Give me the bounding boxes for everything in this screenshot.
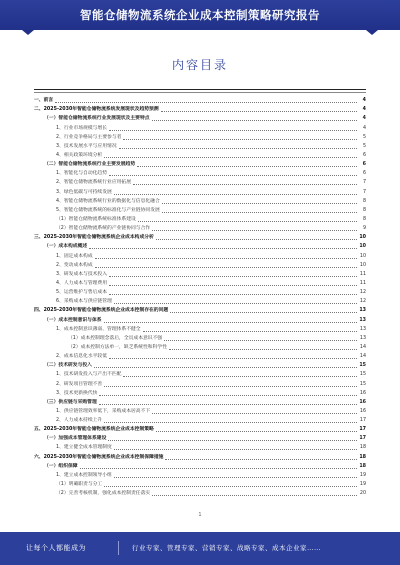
header-right-notch [366, 30, 378, 35]
toc-entry-page: 4 [362, 107, 366, 113]
toc-entry-label: 1、固定成本构成 [56, 253, 93, 259]
toc-entry-page: 9 [362, 226, 366, 232]
toc-leader-dots [162, 212, 357, 213]
toc-entry-label: 2、变动成本构成 [56, 262, 93, 268]
toc-leader-dots [165, 459, 357, 460]
toc-entry[interactable] [34, 306, 366, 315]
toc-leader-dots [89, 248, 357, 249]
toc-entry-page: 14 [359, 354, 366, 360]
toc-entry[interactable] [34, 352, 366, 361]
toc-entry-page: 13 [359, 335, 366, 341]
toc-entry[interactable] [34, 370, 366, 379]
toc-entry-page: 7 [362, 189, 366, 195]
toc-entry[interactable] [34, 261, 366, 270]
toc-entry-label: （二）技术研发与投入 [44, 363, 92, 369]
toc-leader-dots [138, 221, 357, 222]
toc-heading: 内容目录 [171, 58, 228, 72]
toc-entry[interactable] [34, 105, 366, 114]
toc-entry-label: 1、建立健全成本管理制度 [56, 445, 112, 451]
toc-entry[interactable] [34, 389, 366, 398]
report-title: 智能仓储物流系统企业成本控制策略研究报告 [80, 8, 320, 22]
toc-entry-label: （2）智能仓储物流系统的产业链协同与合作 [56, 226, 151, 232]
toc-entry-page: 10 [359, 244, 366, 250]
toc-leader-dots [161, 111, 357, 112]
header-left-notch [22, 30, 34, 35]
toc-entry-label: 五、2025-2030年智能仓储物流系统企业成本控制策略 [34, 427, 154, 433]
toc-entry[interactable] [34, 242, 366, 251]
toc-entry-page: 13 [359, 326, 366, 332]
report-header-banner [0, 0, 400, 30]
footer-slogan: 让每个人都能成为 [26, 544, 86, 552]
toc-entry[interactable] [34, 480, 366, 489]
toc-entry-label: 四、2025-2030年智能仓储物流系统企业成本控制存在的问题 [34, 308, 169, 314]
toc-entry-page: 15 [359, 372, 366, 378]
toc-entry-page: 12 [359, 290, 366, 296]
toc-entry[interactable] [34, 471, 366, 480]
toc-leader-dots [80, 468, 357, 469]
toc-entry[interactable] [34, 169, 366, 178]
toc-leader-dots [123, 376, 357, 377]
toc-leader-dots [109, 175, 357, 176]
toc-entry-label: 1、建立成本控制领导小组 [56, 472, 112, 478]
toc-entry-label: （一）成本控制意识与体系 [44, 317, 102, 323]
toc-entry[interactable] [34, 462, 366, 471]
toc-leader-dots [95, 258, 357, 259]
toc-leader-dots [94, 367, 357, 368]
toc-entry-page: 16 [359, 399, 366, 405]
toc-top-rule [34, 89, 366, 90]
toc-entry-page: 14 [359, 344, 366, 350]
toc-leader-dots [95, 267, 357, 268]
toc-entry-label: 2、研发项目管理不善 [56, 381, 103, 387]
toc-entry-label: （2）成本控制方法单一，缺乏系统性和科学性 [68, 344, 167, 350]
toc-leader-dots [156, 431, 357, 432]
toc-entry-page: 10 [359, 253, 366, 259]
toc-leader-dots [109, 285, 357, 286]
toc-entry-page: 13 [359, 308, 366, 314]
toc-entry[interactable] [34, 425, 366, 434]
toc-entry[interactable] [34, 416, 366, 425]
page-number: 1 [198, 512, 202, 518]
toc-entry-page: 15 [359, 363, 366, 369]
toc-entry[interactable] [34, 489, 366, 498]
toc-entry-label: 2、行业竞争格局与主要参与者 [56, 134, 122, 140]
toc-entry[interactable] [34, 325, 366, 334]
toc-entry-page: 19 [359, 482, 366, 488]
toc-leader-dots [104, 486, 357, 487]
toc-leader-dots [109, 130, 357, 131]
toc-entry[interactable] [34, 379, 366, 388]
toc-entry[interactable] [34, 96, 366, 105]
toc-entry-page: 8 [362, 216, 366, 222]
toc-leader-dots [164, 340, 357, 341]
toc-entry[interactable] [34, 334, 366, 343]
toc-leader-dots [156, 239, 357, 240]
toc-entry-page: 18 [359, 463, 366, 469]
toc-entry[interactable] [34, 233, 366, 242]
toc-entry-page: 4 [362, 98, 366, 104]
toc-leader-dots [152, 120, 357, 121]
toc-leader-dots [99, 404, 357, 405]
toc-entry-label: 一、前言 [34, 98, 54, 104]
toc-entry-label: 6、采购成本与供应链管理 [56, 299, 112, 305]
toc-leader-dots [170, 312, 357, 313]
toc-entry[interactable] [34, 224, 366, 233]
toc-entry[interactable] [34, 452, 366, 461]
toc-entry-page: 10 [359, 262, 366, 268]
toc-entry-label: （二）智能仓储物流系统行业主要发展趋势 [44, 162, 136, 168]
toc-leader-dots [104, 386, 357, 387]
toc-entry-page: 8 [362, 207, 366, 213]
toc-entry[interactable] [34, 288, 366, 297]
toc-entry-page: 6 [362, 152, 366, 158]
toc-leader-dots [99, 395, 357, 396]
toc-entry[interactable] [34, 142, 366, 151]
toc-leader-dots [114, 449, 357, 450]
toc-entry-page: 6 [362, 162, 366, 168]
toc-entry-label: （2）完善考核机制，强化成本控制责任落实 [56, 491, 151, 497]
toc-leader-dots [133, 184, 357, 185]
toc-entry-label: （一）加强成本管理体系建设 [44, 436, 107, 442]
toc-entry-page: 4 [362, 125, 366, 131]
toc-entry-label: 5、智能仓储物流系统的标准化与产业链协同发展 [56, 207, 160, 213]
toc-entry-label: 3、技术更新换代快 [56, 390, 98, 396]
toc-entry[interactable] [34, 215, 366, 224]
toc-entry-page: 8 [362, 198, 366, 204]
toc-leader-dots [104, 422, 357, 423]
toc-entry-label: 2、人力成本持续上升 [56, 418, 103, 424]
toc-entry-label: （1）智能仓储物流系统标准体系建设 [56, 216, 136, 222]
toc-leader-dots [109, 294, 357, 295]
toc-entry-label: 4、人力成本与管理费用 [56, 280, 108, 286]
toc-entry-label: 1、成本控制意识薄弱、管理体系不健全 [56, 326, 141, 332]
toc-leader-dots [114, 477, 357, 478]
toc-entry-page: 18 [359, 454, 366, 460]
toc-leader-dots [119, 148, 357, 149]
toc-entry[interactable] [34, 251, 366, 260]
toc-entry-label: 2、智能仓储物流系统行业应用拓展 [56, 180, 132, 186]
toc-top-rule-thin [34, 92, 366, 93]
toc-entry-page: 13 [359, 317, 366, 323]
toc-entry-label: （一）成本构成概述 [44, 244, 88, 250]
toc-leader-dots [114, 303, 357, 304]
toc-entry-page: 20 [359, 491, 366, 497]
toc-entry-label: 六、2025-2030年智能仓储物流系统企业成本控制保障措施 [34, 454, 164, 460]
toc-entry-page: 7 [362, 180, 366, 186]
toc-entry[interactable] [34, 407, 366, 416]
toc-entry-label: （1）成本控制理念落后，全员成本意识不强 [68, 335, 163, 341]
toc-entry-page: 17 [359, 418, 366, 424]
toc-leader-dots [108, 440, 357, 441]
toc-entry-label: （三）供应链与采购管理 [44, 399, 97, 405]
toc-entry-label: 3、技术发展水平与应用情况 [56, 143, 117, 149]
toc-entry[interactable] [34, 151, 366, 160]
toc-entry-page: 4 [362, 116, 366, 122]
toc-entry-page: 5 [362, 143, 366, 149]
toc-entry-page: 12 [359, 299, 366, 305]
toc-leader-dots [109, 358, 357, 359]
toc-entry-page: 16 [359, 390, 366, 396]
toc-entry-label: 三、2025-2030年智能仓储物流系统企业成本构成分析 [34, 235, 154, 241]
toc-entry-label: 4、智能仓储物流系统行业的数据化与信息化融合 [56, 198, 160, 204]
toc-entry-label: 1、行业市场规模与增长 [56, 125, 108, 131]
toc-entry[interactable] [34, 434, 366, 443]
toc-entry-label: 3、研发成本与技术投入 [56, 271, 108, 277]
toc-entry[interactable] [34, 197, 366, 206]
footer-tagline: 行业专家、管理专家、营销专家、战略专家、成本企业家…… [132, 544, 321, 552]
toc-entry[interactable] [34, 398, 366, 407]
toc-leader-dots [152, 230, 357, 231]
toc-entry-label: 1、供应链管理效率低下，采购成本居高不下 [56, 408, 151, 414]
toc-entry-page: 15 [359, 381, 366, 387]
toc-entry-page: 16 [359, 408, 366, 414]
toc-entry[interactable] [34, 443, 366, 452]
toc-entry-page: 11 [359, 271, 366, 277]
toc-entry[interactable] [34, 361, 366, 370]
toc-entry-label: （一）组织保障 [44, 463, 78, 469]
toc-entry[interactable] [34, 160, 366, 169]
toc-entry-label: 5、运营维护与售后成本 [56, 290, 108, 296]
toc-leader-dots [137, 166, 357, 167]
toc-entry[interactable] [34, 187, 366, 196]
table-of-contents [34, 96, 366, 498]
toc-leader-dots [152, 495, 357, 496]
toc-leader-dots [123, 139, 357, 140]
footer-divider [118, 541, 119, 555]
toc-entry-label: （一）智能仓储物流系统行业发展现状及主要特点 [44, 116, 150, 122]
toc-leader-dots [143, 331, 357, 332]
toc-leader-dots [152, 413, 357, 414]
toc-entry[interactable] [34, 178, 366, 187]
toc-entry-label: 二、2025-2030年智能仓储物流系统发展现状及趋势预测 [34, 107, 159, 113]
toc-entry-label: 1、技术研发投入与产出不匹配 [56, 372, 122, 378]
toc-entry[interactable] [34, 114, 366, 123]
toc-entry[interactable] [34, 133, 366, 142]
toc-entry-page: 5 [362, 134, 366, 140]
toc-leader-dots [104, 322, 357, 323]
toc-entry[interactable] [34, 279, 366, 288]
toc-entry-page: 10 [359, 235, 366, 241]
toc-entry[interactable] [34, 270, 366, 279]
toc-entry[interactable] [34, 206, 366, 215]
toc-entry-label: （1）明确职责与分工 [56, 482, 103, 488]
toc-leader-dots [169, 349, 357, 350]
toc-entry-page: 17 [359, 427, 366, 433]
toc-entry-page: 11 [359, 280, 366, 286]
toc-entry-label: 2、成本信息化水平较低 [56, 354, 108, 360]
toc-entry-label: 3、绿色低碳与可持续发展 [56, 189, 112, 195]
toc-leader-dots [104, 157, 357, 158]
toc-leader-dots [55, 102, 357, 103]
toc-entry[interactable] [34, 315, 366, 324]
toc-entry-page: 19 [359, 472, 366, 478]
toc-leader-dots [114, 194, 357, 195]
toc-leader-dots [109, 276, 357, 277]
toc-entry-label: 4、相关政策环境分析 [56, 152, 103, 158]
toc-entry[interactable] [34, 297, 366, 306]
toc-entry-page: 6 [362, 171, 366, 177]
toc-leader-dots [162, 203, 357, 204]
toc-entry-page: 17 [359, 436, 366, 442]
toc-entry[interactable] [34, 123, 366, 132]
footer-banner [0, 532, 400, 565]
toc-entry-label: 1、智能化与自动化趋势 [56, 171, 108, 177]
toc-entry[interactable] [34, 343, 366, 352]
toc-entry-page: 18 [359, 445, 366, 451]
